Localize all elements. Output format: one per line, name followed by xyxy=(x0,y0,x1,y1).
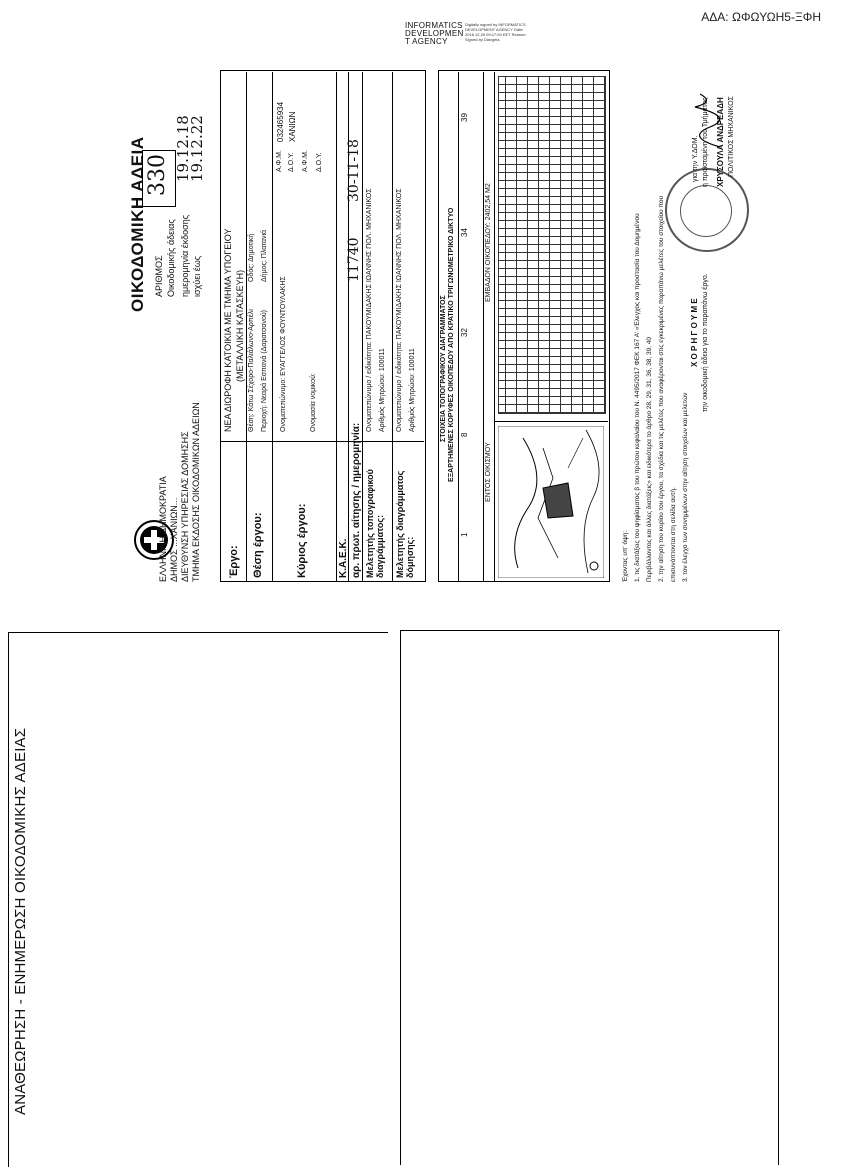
note-line: επισυνάπτονται στη σελίδα αυτή. xyxy=(670,487,677,582)
emvadon-label: ΕΜΒΑΔΟΝ ΟΙΚΟΠΕΔΟΥ: 2402,54 Μ2 xyxy=(485,183,492,302)
topo-subtitle: ΕΞΑΡΤΗΜΕΝΕΣ ΚΟΡΥΦΕΣ ΟΙΚΟΠΕΔΟΥ ΑΠΟ ΚΡΑΤΙΚΟ ΤΡΙΓΩΝΟΜΕΤΡΙΚΟ ΔΙΚΤΥΟ xyxy=(448,207,455,482)
dimos-value: Δήμος: Πλατανιά xyxy=(261,229,268,282)
note-line: Περιβάλλοντος και άλλες διατάξεις» και ειδικότερα το άρθρο 28, 29, 31, 36, 38, 39, 40 xyxy=(646,336,653,582)
permit-number-box xyxy=(142,150,176,207)
doy-label: Δ.Ο.Υ. xyxy=(288,152,295,172)
kaek-label: Κ.Α.Ε.Κ. xyxy=(338,538,349,578)
topo-divider xyxy=(458,72,459,582)
signer-title: ΠΟΛΙΤΙΚΟΣ ΜΗΧΑΝΙΚΟΣ xyxy=(728,96,735,177)
digital-signature-text: Digitally signed by INFORMATICS DEVELOPMENT AGENCY Date: 2018.12.25 09:17:09 EET Reason: Signed by Diavgeia xyxy=(465,22,527,42)
notes-block xyxy=(620,196,692,582)
row-divider xyxy=(336,72,337,582)
form-title: ΟΙΚΟΔΟΜΙΚΗ ΑΔΕΙΑ xyxy=(128,136,147,312)
vertex-label: 39 xyxy=(460,113,469,122)
prot-label: αρ. πρωτ. αίτησης / ημερομηνία: xyxy=(351,422,362,578)
topo-divider xyxy=(483,72,484,582)
notes-title: Έχοντας υπ' όψη: xyxy=(622,530,629,582)
issuer-block xyxy=(158,402,202,582)
vertex-label: 8 xyxy=(460,432,469,437)
row-divider xyxy=(392,72,393,582)
note-line: 3. τον έλεγχο των συνημμένων στην αίτηση στοιχείων και μελετών xyxy=(682,392,689,582)
ergo-value-2: (ΜΕΤΑΛΛΙΚΗ ΚΑΤΑΣΚΕΥΗ) xyxy=(235,269,245,382)
permit-form xyxy=(80,62,770,582)
right-panel-top-border xyxy=(400,630,780,631)
dom-mitroo: Αριθμός Μητρώου: 100011 xyxy=(409,348,416,432)
kyrios-label: Κύριος έργου: xyxy=(296,503,308,578)
note-line: 2. την αίτηση του κυρίου του έργου, τα σχέδια και τις μελέτες που αναφέρονται στις εγκεκριμένες παραπάνω μελέτες του στοιχείου που xyxy=(658,195,665,582)
prot-value: 11740 xyxy=(346,237,362,282)
afm-label: Α.Φ.Μ. xyxy=(276,150,283,172)
permit-label: Οικοδομικής άδειας xyxy=(166,219,176,297)
issue-label: ημερομηνία έκδοσης xyxy=(180,214,190,297)
doy-value: ΧΑΝΙΩΝ xyxy=(288,111,297,142)
revision-title: ΑΝΑΘΕΩΡΗΣΗ - ΕΝΗΜΕΡΩΣΗ ΟΙΚΟΔΟΜΙΚΗΣ ΑΔΕΙΑΣ xyxy=(12,727,29,1115)
doy2-label: Δ.Ο.Υ. xyxy=(316,152,323,172)
ergo-value: ΝΕΑ ΔΙΩΡΟΦΗ ΚΑΤΟΙΚΙΑ ΜΕ ΤΜΗΜΑ ΥΠΟΓΕΙΟΥ xyxy=(223,228,233,432)
signer-role-2: η προϊσταμένη του Τμήματος xyxy=(702,97,709,187)
row-divider xyxy=(246,72,247,582)
signer-role: για την Υ.ΔΟΜ. xyxy=(692,135,699,182)
top-mitroo: Αριθμός Μητρώου: 100011 xyxy=(379,348,386,432)
topo-divider xyxy=(494,72,495,582)
left-panel-left-border xyxy=(8,632,9,1167)
valid-date: 19.12.22 xyxy=(188,115,206,182)
site-plan-sketch xyxy=(498,426,604,578)
issuer-line: ΕΛΛΗΝΙΚΗ ΔΗΜΟΚΡΑΤΙΑ xyxy=(158,476,168,582)
topo-title: ΣΤΟΙΧΕΙΑ ΤΟΠΟΓΡΑΦΙΚΟΥ ΔΙΑΓΡΑΜΜΑΤΟΣ xyxy=(440,295,447,442)
right-panel-left-border xyxy=(400,630,401,1165)
afm2-label: Α.Φ.Μ. xyxy=(302,150,309,172)
logo-line: T AGENCY xyxy=(405,37,448,46)
vertex-label: 34 xyxy=(460,228,469,237)
thesi-label: Θέση έργου: xyxy=(252,512,264,578)
kyrios-value: Ονοματεπώνυμο: ΕΥΑΓΓΕΛΟΣ ΦΟΥΝΤΟΥΛΑΚΗΣ xyxy=(280,276,287,432)
ergo-label: Έργο: xyxy=(228,545,240,578)
official-stamp-inner xyxy=(680,185,732,237)
onoma-value: Ονομασία νομικού: xyxy=(310,373,317,432)
topo-col-divider xyxy=(494,421,608,422)
handwritten-signature xyxy=(680,92,730,152)
right-panel-right-border xyxy=(778,630,779,1165)
odos-value: Οδός: Δημοτική xyxy=(248,233,255,282)
top-value: Ονοματεπώνυμο / ειδικότητα: ΠΑΚΟΥΜΙΔΑΚΗΣ ΙΩΑΝΝΗΣ ΠΟΛ. ΜΗΧΑΝΙΚΟΣ xyxy=(366,188,373,432)
col-divider xyxy=(220,441,424,442)
row-divider xyxy=(272,72,273,582)
thesi-value: Θέση: Κάτω Σέχορο-Παλιάλωνο-Αρπέλι xyxy=(248,309,255,432)
issuer-line: ΔΙΕΥΘΥΝΣΗ ΥΠΗΡΕΣΙΑΣ ΔΟΜΗΣΗΣ xyxy=(180,431,190,582)
perioxi-value: Περιοχή: Νεαρά Εσπανά (Δαρατσανού) xyxy=(261,310,268,432)
logo-line: INFORMATICS xyxy=(405,21,463,30)
row-divider xyxy=(362,72,363,582)
number-label: ΑΡΙΘΜΟΣ xyxy=(154,255,164,297)
vertex-label: 1 xyxy=(460,532,469,537)
signer-name: ΧΡΥΣΟΥΛΑ ΑΝΔΡΕΑΔΗ xyxy=(716,97,725,187)
logo-line: DEVELOPMEN xyxy=(405,29,464,38)
coordinates-table xyxy=(498,76,606,414)
chorigoume: Χ Ο Ρ Η Γ Ο Υ Μ Ε xyxy=(690,298,699,367)
left-panel-top-border xyxy=(8,632,388,633)
ada-code: ΑΔΑ: ΩΦΩΥΩΗ5-ΞΦΗ xyxy=(701,10,821,24)
chorigoume-sub: την οικοδομική άδεια για το παραπάνω έργο. xyxy=(702,273,709,412)
prot-date: 30-11-18 xyxy=(346,139,362,202)
note-line: 1. τις διατάξεις του ψηφίσματος β του πρώτου κεφαλαίου του Ν. 4495/2017 ΦΕΚ 167 Α' «Έλεγχος και προστασία του Δομημένου xyxy=(634,213,641,582)
afm-value: 032465934 xyxy=(276,101,285,142)
dom-value: Ονοματεπώνυμο / ειδικότητα: ΠΑΚΟΥΜΙΔΑΚΗΣ ΙΩΑΝΝΗΣ ΠΟΛ. ΜΗΧΑΝΙΚΟΣ xyxy=(396,188,403,432)
signature-agency-logo xyxy=(405,22,464,46)
issue-date: 19.12.18 xyxy=(174,115,192,182)
issuer-line: ΔΗΜΟΣ ...ΧΑΝΙΩΝ... xyxy=(169,497,179,582)
valid-label: ισχύει έως xyxy=(192,255,202,297)
top-label: Μελετητής τοπογραφικού διαγράμματος: xyxy=(365,469,385,578)
entos-label: ΕΝΤΟΣ ΟΙΚΙΣΜΟΥ xyxy=(485,442,492,502)
permit-number: 330 xyxy=(145,154,170,196)
issuer-line: ΤΜΗΜΑ ΕΚΔΟΣΗΣ ΟΙΚΟΔΟΜΙΚΩΝ ΑΔΕΙΩΝ xyxy=(191,402,201,582)
dom-label: Μελετητής διαγράμματος δόμησης: xyxy=(395,470,415,578)
vertex-label: 32 xyxy=(460,328,469,337)
